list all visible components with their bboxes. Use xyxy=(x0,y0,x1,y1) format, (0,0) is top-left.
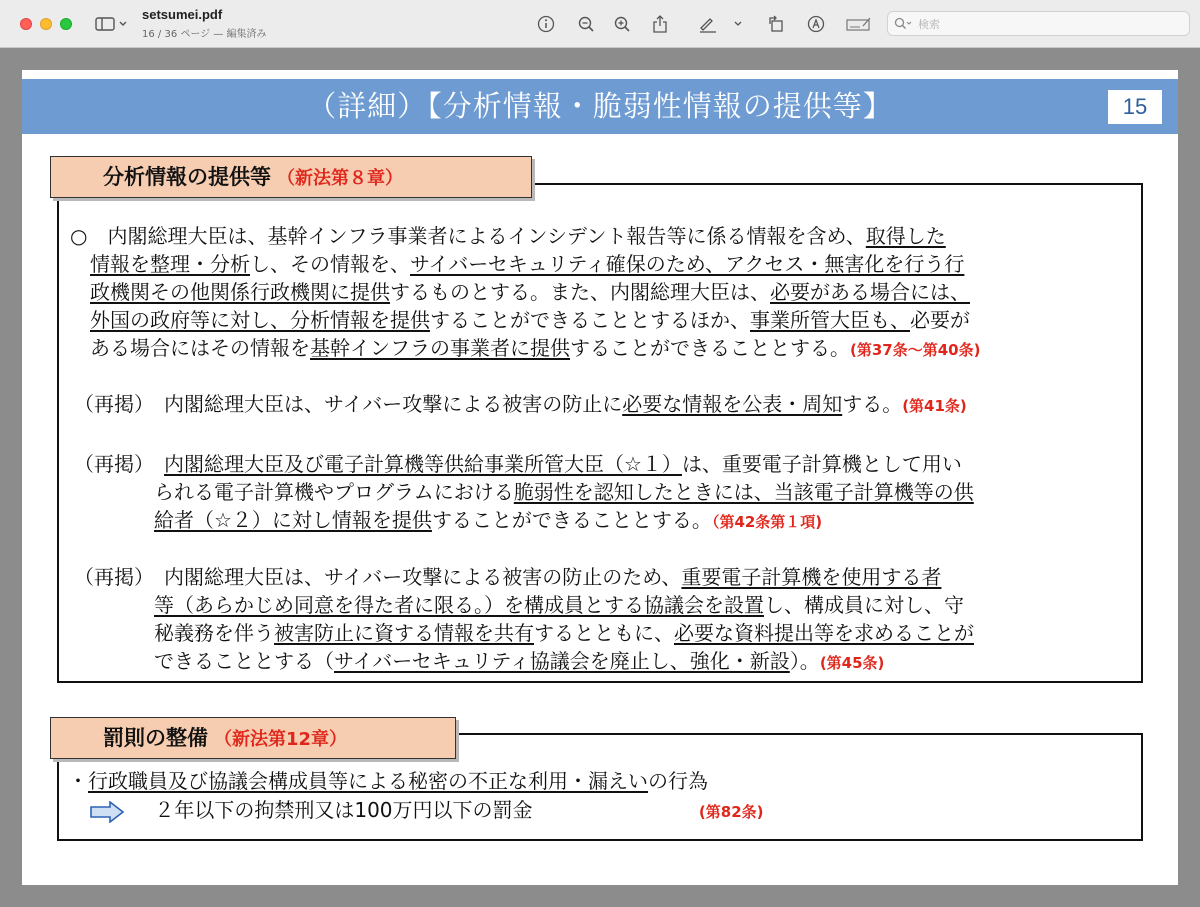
text-segment: 必要が xyxy=(910,308,970,332)
section-tab-chapter: （新法第８章） xyxy=(277,168,403,189)
bullet-underlined-text: 行政職員及び協議会構成員等による秘密の不正な利用・漏えい xyxy=(88,769,648,793)
penalty-line xyxy=(90,796,764,826)
pdf-page xyxy=(22,70,1178,885)
rotate-icon xyxy=(767,15,785,33)
paragraph-line xyxy=(70,334,980,364)
paragraph-line xyxy=(74,563,974,591)
paragraph-line xyxy=(70,306,980,334)
text-segment: することができることとする。 xyxy=(570,336,850,360)
underlined-text: 事業所管大臣も、 xyxy=(750,308,910,332)
annotate-button[interactable] xyxy=(804,10,828,38)
section-tab-penalty xyxy=(50,717,456,759)
paragraph-main xyxy=(70,222,980,364)
search-placeholder: 検索 xyxy=(918,17,940,31)
text-segment: し、その情報を、 xyxy=(250,252,410,276)
window-toolbar xyxy=(0,0,1200,48)
minimize-window-button[interactable] xyxy=(40,18,52,30)
paragraph-line xyxy=(70,250,980,278)
underlined-text: サイバーセキュリティ協議会を廃止し、強化・新設 xyxy=(334,649,790,673)
slide-header xyxy=(22,79,1178,134)
text-segment: ある場合にはその情報を xyxy=(90,336,310,360)
section-tab-analysis xyxy=(50,156,532,198)
paragraph-line xyxy=(70,278,980,306)
share-icon xyxy=(652,14,668,34)
underlined-text: 被害防止に資する情報を共有 xyxy=(274,621,534,645)
underlined-text: 基幹インフラの事業者に提供 xyxy=(310,336,570,360)
text-segment: 秘義務を伴う xyxy=(154,621,274,645)
zoom-in-icon xyxy=(613,15,631,33)
zoom-in-button[interactable] xyxy=(610,10,634,38)
text-segment: られる電子計算機やプログラムにおける xyxy=(154,480,514,504)
paragraph-line xyxy=(74,619,974,647)
underlined-text: 必要がある場合には、 xyxy=(770,280,970,304)
paragraph-line xyxy=(74,450,974,478)
right-arrow-icon xyxy=(90,801,124,823)
underlined-text: 取得した xyxy=(865,224,946,248)
rotate-button[interactable] xyxy=(764,10,788,38)
underlined-text: サイバーセキュリティ確保のため、アクセス・無害化を行う行 xyxy=(410,252,965,276)
text-segment: （再掲） 内閣総理大臣は、サイバー攻撃による被害の防止に xyxy=(74,392,623,416)
article-ref: (第41条) xyxy=(902,397,967,415)
section-tab-label: 罰則の整備 xyxy=(103,726,208,750)
markup-pen-icon xyxy=(697,15,743,33)
document-status: 16 / 36 ページ — 編集済み xyxy=(142,29,267,40)
underlined-text: 脆弱性を認知したときには、当該電子計算機等の供 xyxy=(513,480,974,504)
info-button[interactable] xyxy=(534,10,558,38)
underlined-text: 必要な情報を公表・周知 xyxy=(622,392,843,416)
penalty-text: ２年以下の拘禁刑又は100万円以下の罰金 xyxy=(154,798,533,822)
underlined-text: 外国の政府等に対し、分析情報を提供 xyxy=(90,308,430,332)
paragraph-line xyxy=(74,390,967,420)
section-tab-chapter: （新法第12章） xyxy=(214,729,348,750)
underlined-text: 必要な資料提出等を求めることが xyxy=(674,621,974,645)
slide-page-number: 15 xyxy=(1108,90,1162,124)
sidebar-toggle-button[interactable] xyxy=(92,10,132,38)
markup-button[interactable] xyxy=(696,10,744,38)
article-ref: (第37条～第40条) xyxy=(850,341,981,359)
penalty-bullet xyxy=(68,767,708,795)
text-segment: する。 xyxy=(842,392,903,416)
penalty-article-ref: (第82条) xyxy=(698,803,764,821)
underlined-text: 重要電子計算機を使用する者 xyxy=(681,565,942,589)
bullet-dot: ・ xyxy=(68,769,88,793)
paragraph-line xyxy=(74,506,974,536)
slide-title: （詳細）【分析情報・脆弱性情報の提供等】 xyxy=(307,89,893,123)
form-fill-button[interactable] xyxy=(844,10,874,38)
text-segment: し、構成員に対し、守 xyxy=(764,593,964,617)
underlined-text: 内閣総理大臣及び電子計算機等供給事業所管大臣（☆１） xyxy=(164,452,682,476)
paragraph-reposted-41 xyxy=(74,390,967,420)
paragraph-reposted-42 xyxy=(74,450,974,536)
zoom-out-button[interactable] xyxy=(574,10,598,38)
text-segment: （再掲） xyxy=(74,452,164,476)
paragraph-line xyxy=(74,478,974,506)
underlined-text: 政機関その他関係行政機関に提供 xyxy=(90,280,390,304)
text-segment: することができることとするほか、 xyxy=(430,308,750,332)
annotate-icon xyxy=(807,15,825,33)
text-segment: ○ 内閣総理大臣は、基幹インフラ事業者によるインシデント報告等に係る情報を含め、 xyxy=(70,224,866,248)
article-ref: (第45条) xyxy=(819,654,885,672)
paragraph-line xyxy=(74,591,974,619)
zoom-out-icon xyxy=(577,15,595,33)
text-segment: できることとする（ xyxy=(154,649,334,673)
underlined-text: 等（あらかじめ同意を得た者に限る。）を構成員とする協議会を設置 xyxy=(154,593,764,617)
text-segment: は、重要電子計算機として用い xyxy=(681,452,962,476)
search-field[interactable] xyxy=(887,11,1190,36)
share-button[interactable] xyxy=(648,10,672,38)
section-tab-label: 分析情報の提供等 xyxy=(103,165,271,189)
text-segment: するものとする。また、内閣総理大臣は、 xyxy=(390,280,770,304)
underlined-text: 給者（☆２）に対し情報を提供 xyxy=(154,508,432,532)
sidebar-icon xyxy=(95,16,129,32)
text-segment: するとともに、 xyxy=(534,621,674,645)
text-segment: することができることとする。 xyxy=(431,508,712,532)
paragraph-reposted-45 xyxy=(74,563,974,677)
document-title: setsumei.pdf xyxy=(142,7,223,22)
close-window-button[interactable] xyxy=(20,18,32,30)
text-segment: （再掲） 内閣総理大臣は、サイバー攻撃による被害の防止のため、 xyxy=(74,565,682,589)
underlined-text: 情報を整理・分析 xyxy=(90,252,250,276)
paragraph-line xyxy=(70,222,980,250)
info-icon xyxy=(537,15,555,33)
article-ref: （第42条第１項) xyxy=(711,513,823,531)
bullet-suffix: の行為 xyxy=(648,769,708,793)
zoom-window-button[interactable] xyxy=(60,18,72,30)
search-icon xyxy=(894,17,914,31)
paragraph-line xyxy=(74,647,974,677)
form-fill-icon xyxy=(846,16,872,32)
text-segment: ）。 xyxy=(789,649,820,673)
